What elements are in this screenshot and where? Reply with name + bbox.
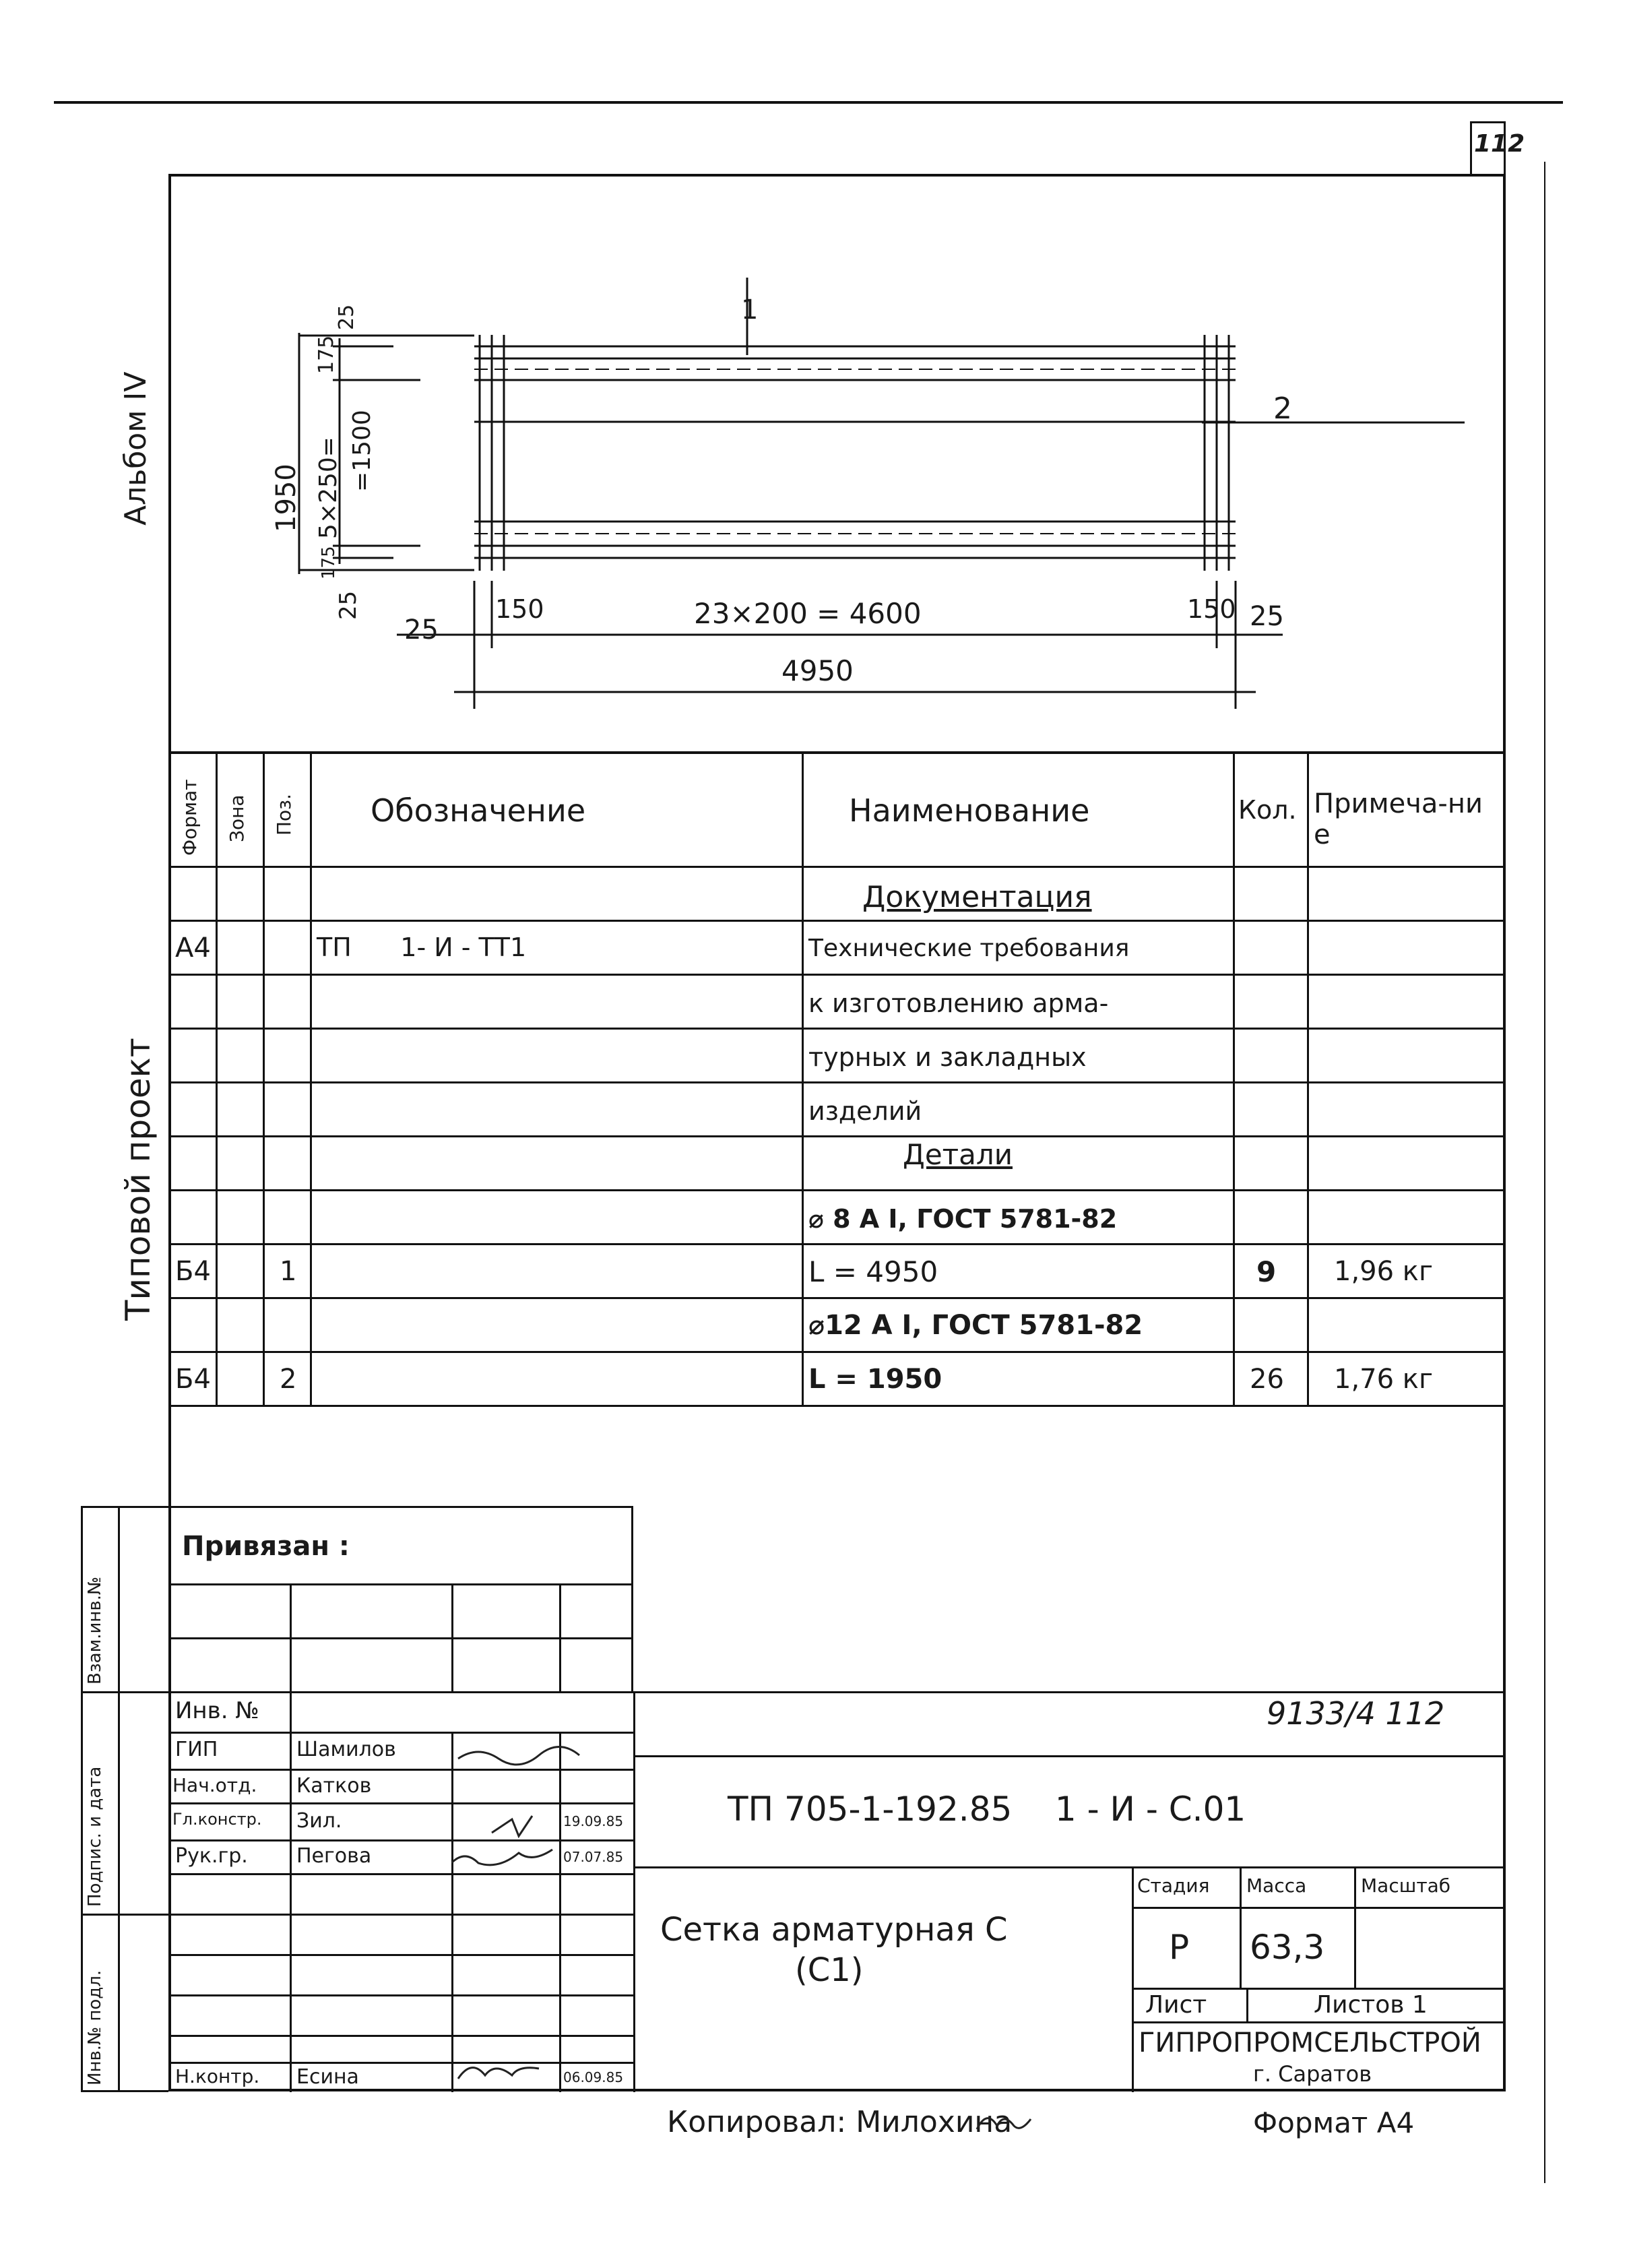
role-2-date: 19.09.85 [563, 1813, 624, 1829]
role-3-name: Пегова [296, 1844, 372, 1868]
role-2-name: Зил. [296, 1809, 342, 1833]
dim-top-end: 175 [315, 335, 338, 374]
row-1-name: Технические требования [808, 935, 1130, 962]
row-9-format: Б4 [175, 1364, 211, 1395]
album-label: Альбом IV [119, 371, 153, 526]
sheet-corner-number: 112 [1474, 130, 1525, 158]
dim-left-end: 150 [495, 594, 544, 624]
inv-no-label: Инв. № [175, 1697, 259, 1724]
row-6-name: ⌀ 8 А I, ГОСТ 5781-82 [808, 1204, 1118, 1234]
top-rule [54, 101, 1563, 104]
dim-height-inner-1: 5×250= [315, 437, 342, 539]
sheet-label: Лист [1145, 1991, 1207, 2019]
header-qty: Кол. [1238, 795, 1297, 825]
row-7-pos: 1 [280, 1256, 297, 1287]
dim-top-edge: 25 [335, 304, 358, 330]
role-4-name: Есина [296, 2065, 359, 2089]
row-0-name: Документация [862, 880, 1092, 914]
copied-by: Копировал: Милохина [667, 2105, 1013, 2139]
city: г. Саратов [1253, 2061, 1372, 2087]
row-9-note: 1,76 кг [1334, 1364, 1433, 1395]
mass-value: 63,3 [1250, 1928, 1325, 1967]
dim-bottom-edge: 25 [335, 590, 362, 620]
header-designation: Обозначение [371, 792, 586, 829]
format-label: Формат А4 [1253, 2106, 1415, 2139]
designation-code: ТП 705-1-192.85 1 - И - С.01 [728, 1790, 1246, 1829]
pos1-label: 1 [741, 294, 759, 325]
dim-width-inner: 23×200 = 4600 [694, 597, 922, 630]
spec-table [168, 751, 1506, 1408]
stage-value: Р [1169, 1928, 1190, 1967]
role-1: Нач.отд. [172, 1774, 257, 1796]
role-0: ГИП [175, 1738, 218, 1761]
project-label: Типовой проект [119, 1038, 158, 1321]
row-9-qty: 26 [1250, 1364, 1284, 1395]
sheets-label: Листов 1 [1314, 1991, 1428, 2019]
doc-number: 9133/4 112 [1267, 1695, 1445, 1732]
header-pos: Поз. [273, 794, 295, 836]
row-9-name: L = 1950 [808, 1364, 942, 1395]
header-note: Примеча-ние [1314, 788, 1483, 850]
role-3-date: 07.07.85 [563, 1849, 624, 1865]
role-4-date: 06.09.85 [563, 2069, 624, 2085]
attached-label: Привязан : [182, 1531, 350, 1562]
dim-height-total: 1950 [271, 464, 302, 532]
dim-right-end: 150 [1187, 594, 1236, 624]
role-2: Гл.констр. [172, 1810, 262, 1829]
dim-bottom-end: 175 [319, 546, 339, 579]
header-format: Формат [179, 779, 201, 856]
organization: ГИПРОПРОМСЕЛЬСТРОЙ [1139, 2027, 1481, 2058]
scale-label: Масштаб [1361, 1875, 1451, 1897]
role-3: Рук.гр. [175, 1844, 248, 1868]
role-4: Н.контр. [175, 2065, 260, 2087]
stamp-label-signature: Подпис. и дата [85, 1766, 105, 1907]
copier-signature [973, 2102, 1034, 2143]
pos2-label: 2 [1273, 391, 1292, 426]
row-7-name: L = 4950 [808, 1255, 938, 1288]
row-5-name: Детали [903, 1138, 1013, 1171]
header-name: Наименование [849, 792, 1090, 829]
left-stamp-divider-h1 [81, 1691, 168, 1693]
row-1-designation: ТП 1- И - ТТ1 [317, 933, 527, 962]
row-2-name: к изготовлению арма- [808, 988, 1109, 1018]
row-9-pos: 2 [280, 1364, 297, 1395]
row-1-format: А4 [175, 933, 211, 964]
row-3-name: турных и закладных [808, 1042, 1087, 1072]
stamp-label-replacement: Взам.инв.№ [85, 1577, 105, 1684]
row-8-name: ⌀12 А I, ГОСТ 5781-82 [808, 1310, 1143, 1341]
stage-label: Стадия [1137, 1875, 1210, 1897]
mass-label: Масса [1246, 1875, 1307, 1897]
stamp-label-inventory: Инв.№ подл. [85, 1970, 105, 2085]
row-7-qty: 9 [1256, 1255, 1277, 1288]
dim-width-total: 4950 [781, 654, 854, 687]
product-name-1: Сетка арматурная С [660, 1911, 1008, 1949]
right-edge-line [1544, 162, 1545, 2183]
row-4-name: изделий [808, 1096, 922, 1126]
dim-height-inner-2: =1500 [348, 410, 376, 492]
row-7-note: 1,96 кг [1334, 1256, 1433, 1287]
signatures [451, 1732, 633, 2092]
header-zone: Зона [226, 794, 248, 842]
role-1-name: Катков [296, 1774, 372, 1798]
product-name-2: (С1) [795, 1951, 864, 1989]
left-stamp-divider-v [118, 1506, 120, 2092]
row-7-format: Б4 [175, 1256, 211, 1287]
role-0-name: Шамилов [296, 1738, 396, 1761]
dim-right-edge: 25 [1250, 601, 1284, 632]
dim-left-edge: 25 [404, 615, 439, 645]
left-stamp-divider-h2 [81, 1914, 168, 1916]
